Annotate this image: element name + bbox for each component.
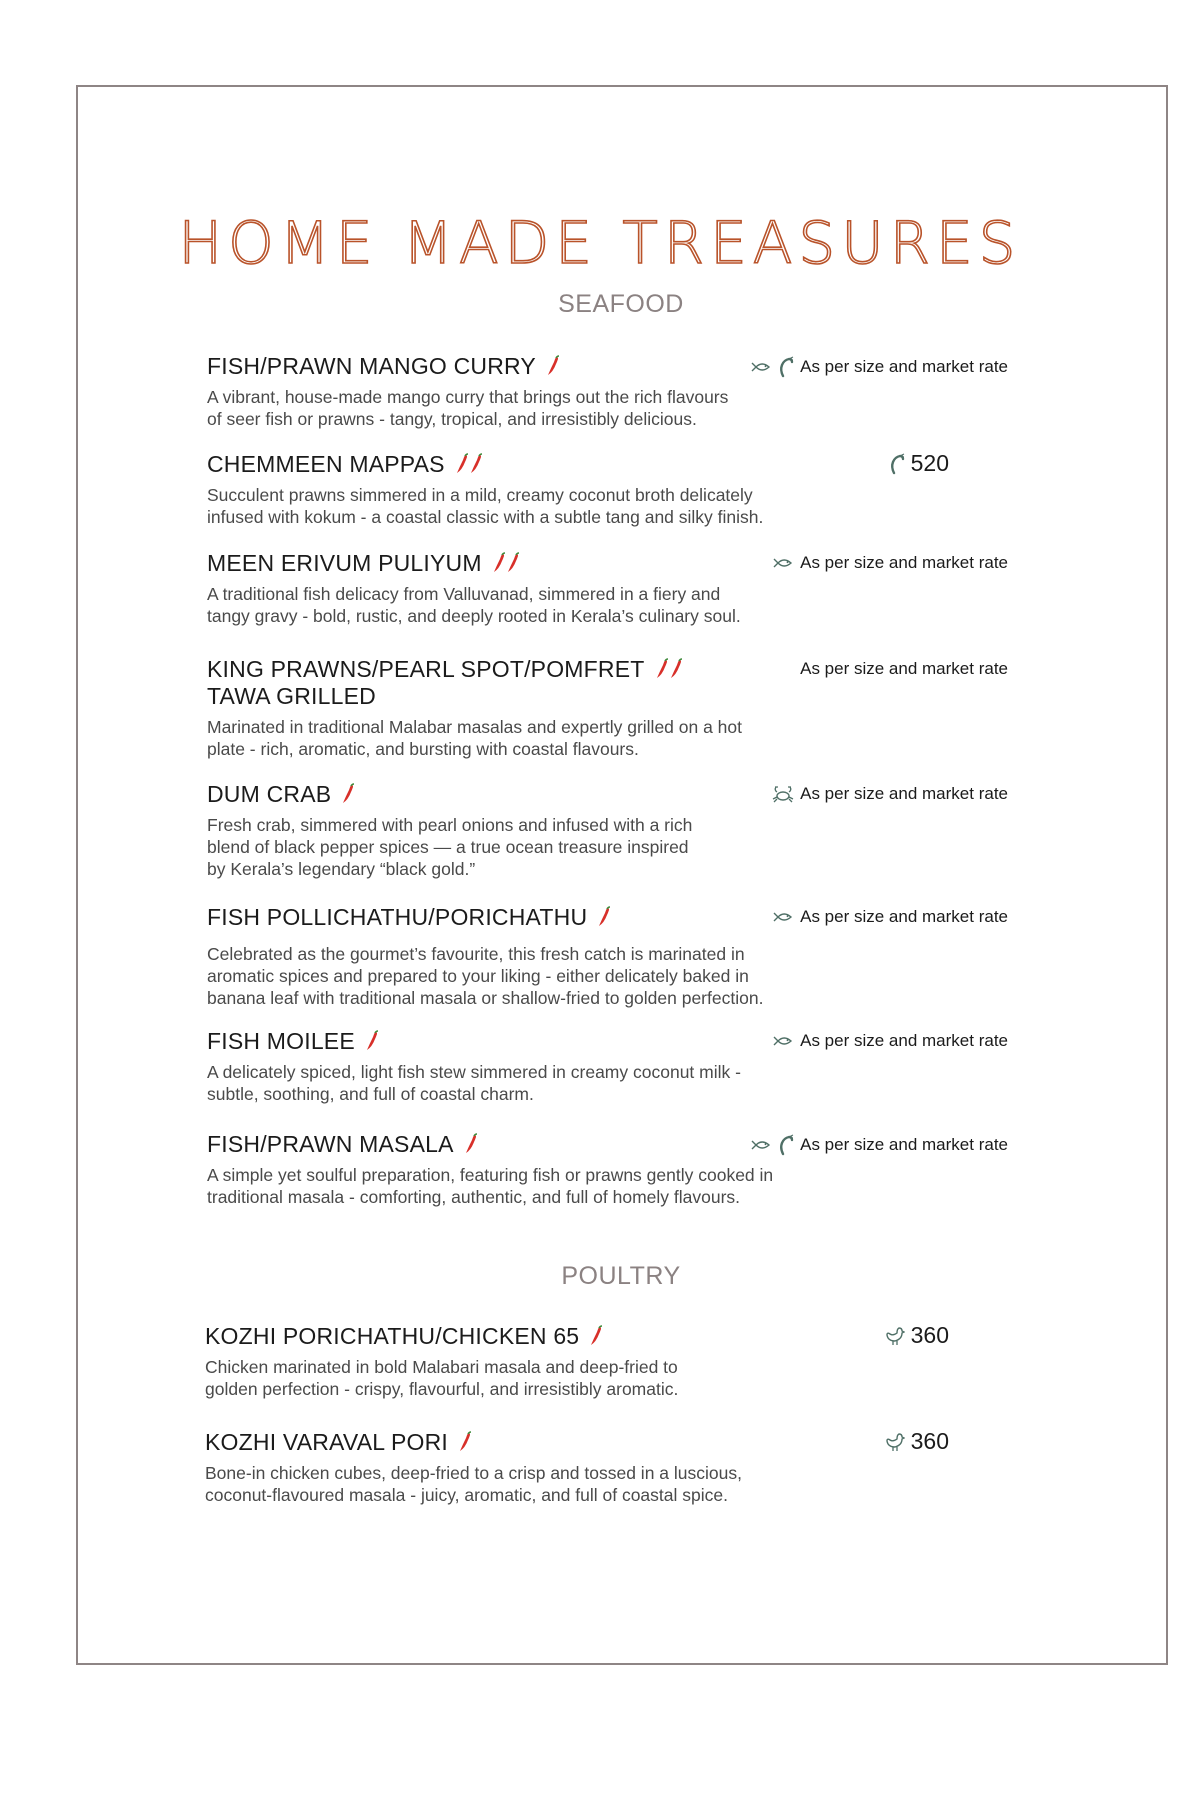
prawn-icon bbox=[778, 356, 794, 378]
item-price bbox=[889, 450, 949, 477]
menu-item bbox=[207, 352, 1007, 430]
price-note: As per size and market rate bbox=[800, 659, 1008, 678]
item-name-text: MEEN ERIVUM PULIYUM bbox=[207, 550, 482, 576]
description-line: A delicately spiced, light fish stew simmered in creamy coconut milk - bbox=[207, 1062, 741, 1082]
item-name-text: KOZHI PORICHATHU/CHICKEN 65 bbox=[205, 1323, 580, 1349]
chili-icon bbox=[464, 1133, 478, 1155]
chili-icon bbox=[365, 1030, 379, 1052]
description-line: of seer fish or prawns - tangy, tropical, and irresistibly delicious. bbox=[207, 409, 697, 429]
description-line: traditional masala - comforting, authentic, and full of homely flavours. bbox=[207, 1187, 741, 1207]
chili-icon bbox=[589, 1325, 603, 1347]
menu-item bbox=[207, 1027, 1007, 1105]
item-description bbox=[207, 386, 1007, 430]
description-line: Bone-in chicken cubes, deep-fried to a crisp and tossed in a luscious, bbox=[205, 1463, 742, 1483]
chili-icon bbox=[455, 453, 469, 475]
section-heading-seafood: SEAFOOD bbox=[558, 290, 684, 318]
item-name-text: FISH POLLICHATHU/PORICHATHU bbox=[207, 904, 588, 930]
price-note: As per size and market rate bbox=[800, 1031, 1008, 1050]
menu-item bbox=[205, 1322, 1005, 1400]
spice-level-indicator bbox=[464, 1133, 478, 1155]
chicken-icon bbox=[885, 1431, 905, 1453]
price-note: As per size and market rate bbox=[800, 907, 1008, 926]
item-name-text: FISH MOILEE bbox=[207, 1028, 355, 1054]
spice-level-indicator bbox=[589, 1325, 603, 1347]
description-line: infused with kokum - a coastal classic with a subtle tang and silky finish. bbox=[207, 507, 764, 527]
item-name-text: KOZHI VARAVAL PORI bbox=[205, 1429, 449, 1455]
menu-item bbox=[207, 780, 1007, 880]
description-line: Celebrated as the gourmet’s favourite, this fresh catch is marinated in bbox=[207, 944, 745, 964]
item-price bbox=[772, 553, 1008, 573]
spice-level-indicator bbox=[655, 658, 683, 680]
description-line: blend of black pepper spices — a true ocean treasure inspired bbox=[207, 837, 689, 857]
item-price bbox=[772, 1031, 1008, 1051]
spice-level-indicator bbox=[458, 1431, 472, 1453]
item-name-line2: TAWA GRILLED bbox=[207, 683, 376, 709]
item-name-text: FISH/PRAWN MANGO CURRY bbox=[207, 353, 536, 379]
menu-item bbox=[207, 450, 1007, 528]
chili-icon bbox=[506, 552, 520, 574]
menu-item bbox=[207, 1130, 1007, 1208]
item-price bbox=[772, 907, 1008, 927]
chili-icon bbox=[655, 658, 669, 680]
description-line: banana leaf with traditional masala or shallow-fried to golden perfection. bbox=[207, 988, 764, 1008]
spice-level-indicator bbox=[597, 906, 611, 928]
description-line: A vibrant, house-made mango curry that brings out the rich flavours bbox=[207, 387, 729, 407]
item-name-text: DUM CRAB bbox=[207, 781, 332, 807]
item-price bbox=[885, 1428, 949, 1455]
menu-item bbox=[207, 549, 1007, 627]
item-name bbox=[207, 450, 1007, 478]
item-description bbox=[205, 1462, 1005, 1506]
prawn-icon bbox=[778, 1134, 794, 1156]
crab-icon bbox=[772, 784, 794, 804]
price-note: As per size and market rate bbox=[800, 553, 1008, 572]
description-line: Succulent prawns simmered in a mild, creamy coconut broth delicately bbox=[207, 485, 753, 505]
item-price bbox=[885, 1322, 949, 1349]
description-line: subtle, soothing, and full of coastal charm. bbox=[207, 1084, 534, 1104]
item-description bbox=[207, 1164, 1007, 1208]
fish-icon bbox=[772, 556, 794, 570]
fish-icon bbox=[750, 1138, 772, 1152]
description-line: A traditional fish delicacy from Valluvanad, simmered in a fiery and bbox=[207, 584, 721, 604]
item-name-text: FISH/PRAWN MASALA bbox=[207, 1131, 454, 1157]
item-price bbox=[800, 659, 1008, 679]
chili-icon bbox=[458, 1431, 472, 1453]
description-line: A simple yet soulful preparation, featuring fish or prawns gently cooked in bbox=[207, 1165, 774, 1185]
price-value: 360 bbox=[910, 1428, 949, 1454]
item-price bbox=[772, 784, 1008, 804]
spice-level-indicator bbox=[455, 453, 483, 475]
price-note: As per size and market rate bbox=[800, 357, 1008, 376]
description-line: Marinated in traditional Malabar masalas and expertly grilled on a hot bbox=[207, 717, 743, 737]
spice-level-indicator bbox=[546, 355, 560, 377]
price-value: 520 bbox=[910, 450, 949, 476]
price-note: As per size and market rate bbox=[800, 784, 1008, 803]
item-price bbox=[750, 356, 1008, 378]
description-line: Chicken marinated in bold Malabari masala and deep-fried to bbox=[205, 1357, 678, 1377]
description-line: coconut-flavoured masala - juicy, aromatic, and full of coastal spice. bbox=[205, 1485, 728, 1505]
description-line: by Kerala’s legendary “black gold.” bbox=[207, 859, 476, 879]
spice-level-indicator bbox=[492, 552, 520, 574]
price-note: As per size and market rate bbox=[800, 1135, 1008, 1154]
menu-item bbox=[207, 903, 1007, 1009]
section-heading-poultry: POULTRY bbox=[561, 1262, 681, 1290]
menu-item bbox=[207, 655, 1007, 760]
description-line: Fresh crab, simmered with pearl onions and infused with a rich bbox=[207, 815, 693, 835]
item-description bbox=[207, 943, 1007, 1009]
item-name-text: KING PRAWNS/PEARL SPOT/POMFRET bbox=[207, 656, 645, 682]
spice-level-indicator bbox=[365, 1030, 379, 1052]
item-description bbox=[207, 814, 1007, 880]
chili-icon bbox=[492, 552, 506, 574]
item-name-text: CHEMMEEN MAPPAS bbox=[207, 451, 445, 477]
chili-icon bbox=[341, 783, 355, 805]
description-line: tangy gravy - bold, rustic, and deeply rooted in Kerala’s culinary soul. bbox=[207, 606, 741, 626]
prawn-icon bbox=[889, 453, 905, 475]
price-value: 360 bbox=[910, 1322, 949, 1348]
chicken-icon bbox=[885, 1325, 905, 1347]
fish-icon bbox=[750, 360, 772, 374]
page-title: HOME MADE TREASURES bbox=[178, 209, 1022, 277]
chili-icon bbox=[469, 453, 483, 475]
description-line: plate - rich, aromatic, and bursting with coastal flavours. bbox=[207, 739, 639, 759]
item-description bbox=[207, 1061, 1007, 1105]
item-description bbox=[207, 484, 1007, 528]
item-description bbox=[207, 716, 1007, 760]
chili-icon bbox=[597, 906, 611, 928]
item-description bbox=[205, 1356, 1005, 1400]
chili-icon bbox=[669, 658, 683, 680]
description-line: golden perfection - crispy, flavourful, and irresistibly aromatic. bbox=[205, 1379, 679, 1399]
fish-icon bbox=[772, 1034, 794, 1048]
item-price bbox=[750, 1134, 1008, 1156]
spice-level-indicator bbox=[341, 783, 355, 805]
item-description bbox=[207, 583, 1007, 627]
chili-icon bbox=[546, 355, 560, 377]
fish-icon bbox=[772, 910, 794, 924]
description-line: aromatic spices and prepared to your liking - either delicately baked in bbox=[207, 966, 749, 986]
menu-item bbox=[205, 1428, 1005, 1506]
